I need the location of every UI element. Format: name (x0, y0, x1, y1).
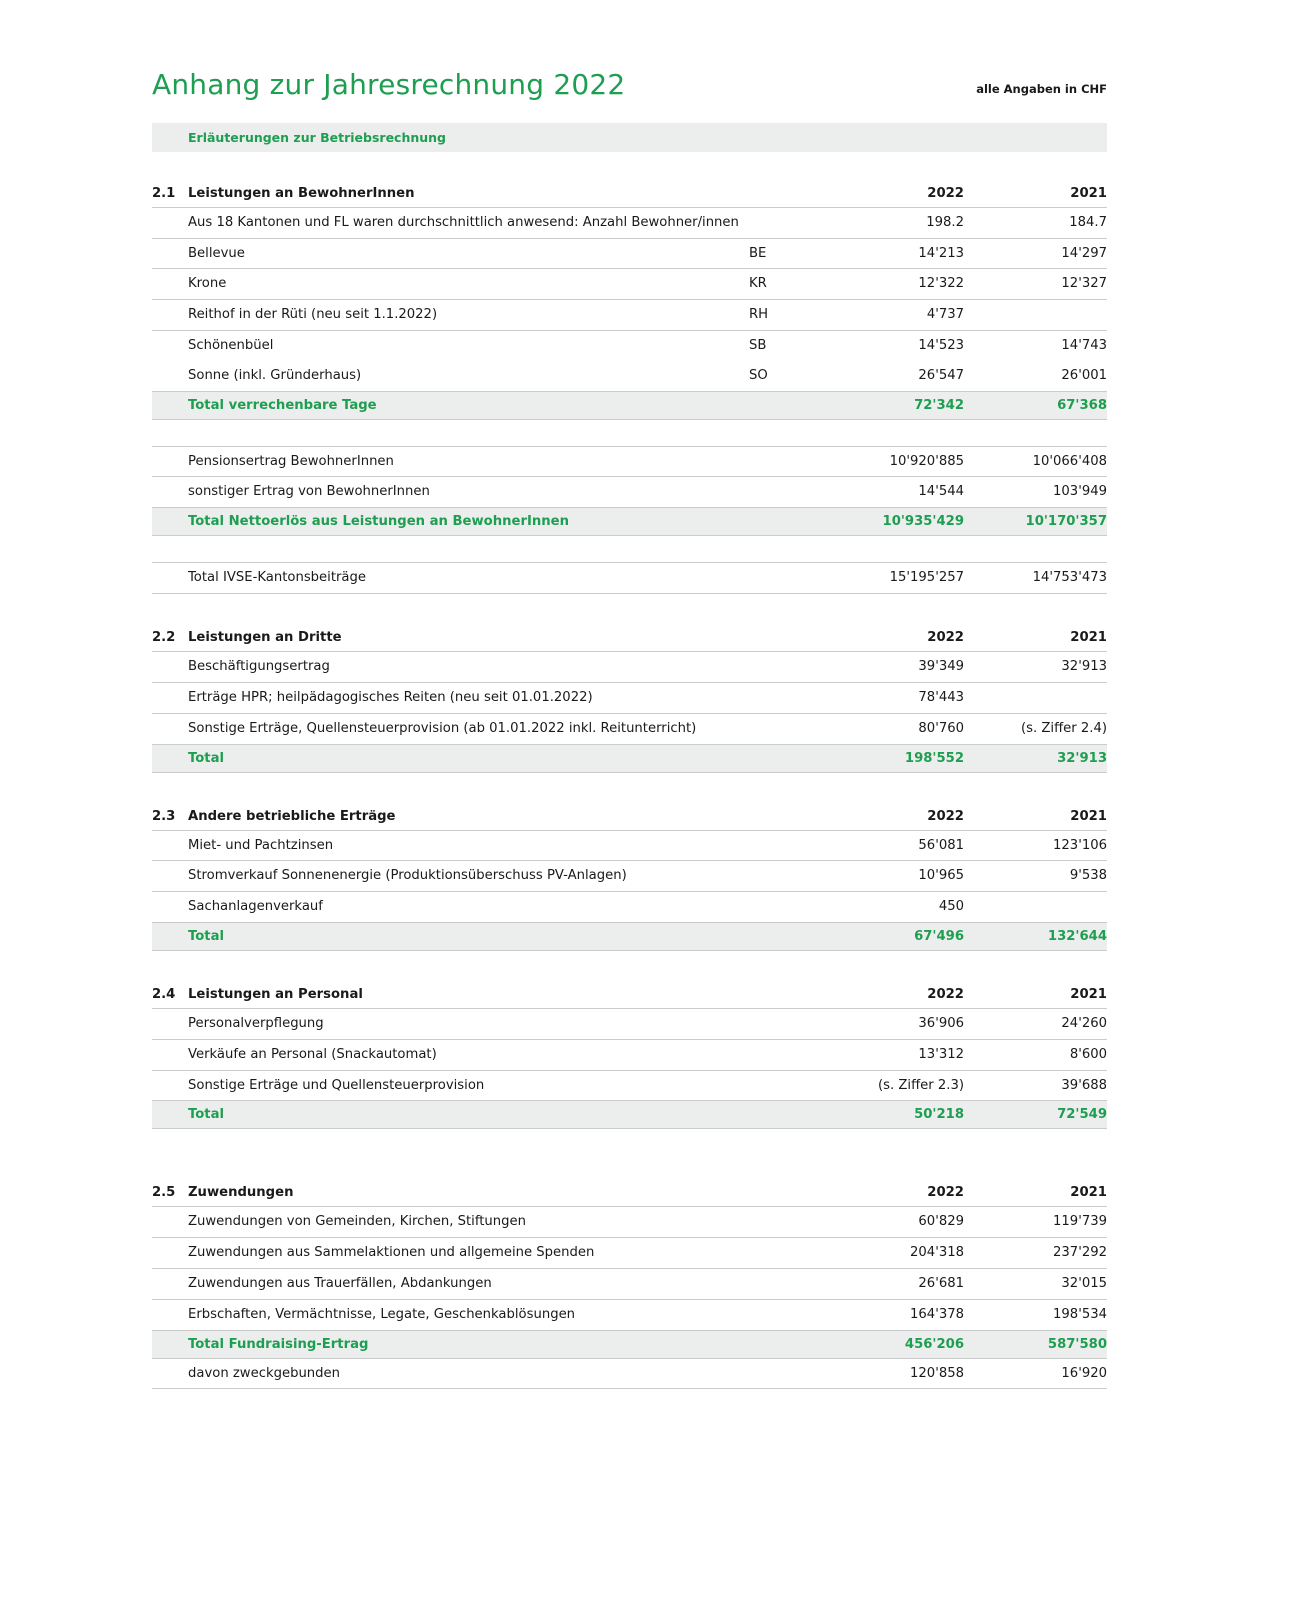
section-number: 2.5 (152, 1185, 176, 1201)
table-row (152, 207, 1107, 238)
row-code (749, 207, 824, 238)
page-title: Anhang zur Jahresrechnung 2022 (152, 68, 626, 101)
section-header-row (152, 182, 1107, 208)
code-header (749, 182, 824, 208)
table-row (152, 331, 1107, 361)
row-label: Erträge HPR; heilpädagogisches Reiten (neu seit 01.01.2022) (188, 682, 749, 713)
row-label: Sachanlagenverkauf (188, 892, 749, 923)
section-number: 2.2 (152, 630, 176, 646)
currency-note: alle Angaben in CHF (976, 81, 1107, 96)
table-row (152, 563, 1107, 594)
row-value-2022: 14'544 (824, 477, 964, 508)
section-number: 2.3 (152, 808, 176, 824)
row-label: Stromverkauf Sonnenenergie (Produktionsüberschuss PV-Anlagen) (188, 861, 749, 892)
row-value-2022: 450 (824, 892, 964, 923)
row-value-2022: 10'965 (824, 861, 964, 892)
row-value-2022: 26'547 (918, 367, 964, 383)
total-value-2022: 50'218 (824, 1101, 964, 1129)
row-code: SO (749, 367, 768, 383)
row-value-2021 (964, 300, 1107, 331)
row-label: Aus 18 Kantonen und FL waren durchschnittlich anwesend: Anzahl Bewohner/innen (188, 207, 749, 238)
row-label: Personalverpflegung (188, 1008, 749, 1039)
table-row (152, 1070, 1107, 1101)
table-row (152, 1207, 1107, 1238)
row-value-2022: 78'443 (824, 682, 964, 713)
row-label: Schönenbüel (188, 331, 749, 361)
total-row (152, 508, 1107, 536)
total-value-2021: 132'644 (964, 922, 1107, 950)
section-header-row (152, 805, 1107, 831)
total-row (152, 744, 1107, 772)
table-row (152, 1039, 1107, 1070)
year-header-2: 2021 (1070, 986, 1107, 1002)
row-label: davon zweckgebunden (188, 1358, 749, 1389)
table-section-2-2 (152, 626, 1107, 772)
row-value-2022: 26'681 (824, 1269, 964, 1300)
document-header (152, 70, 1107, 101)
row-value-2022: 56'081 (824, 830, 964, 861)
total-row (152, 922, 1107, 950)
row-label: Krone (188, 269, 749, 300)
row-value-2021: 237'292 (964, 1238, 1107, 1269)
table-row (152, 713, 1107, 744)
row-value-2021: 12'327 (964, 269, 1107, 300)
row-value-2022: 39'349 (824, 652, 964, 683)
table-row (152, 238, 1107, 269)
spacer (152, 420, 1107, 447)
row-value-2022: 10'920'885 (824, 446, 964, 477)
row-value-2022: 14'523 (824, 331, 964, 361)
year-header-1: 2022 (927, 1185, 964, 1201)
section-header-row (152, 983, 1107, 1009)
row-value-2021: 26'001 (1061, 367, 1107, 383)
row-label: Bellevue (188, 238, 749, 269)
row-value-2021: 198'534 (964, 1299, 1107, 1330)
total-value-2022: 198'552 (824, 744, 964, 772)
row-value-2022: 4'737 (824, 300, 964, 331)
row-label: sonstiger Ertrag von BewohnerInnen (188, 477, 749, 508)
row-value-2021: 14'753'473 (964, 563, 1107, 594)
section-title: Andere betriebliche Erträge (188, 808, 396, 824)
row-value-2021: 16'920 (964, 1358, 1107, 1389)
row-value-2021: 39'688 (964, 1070, 1107, 1101)
row-value-2022: 164'378 (824, 1299, 964, 1330)
total-label: Total (188, 744, 749, 772)
table-row (152, 477, 1107, 508)
row-label: Pensionsertrag BewohnerInnen (188, 446, 749, 477)
row-value-2021: 119'739 (964, 1207, 1107, 1238)
table-row (152, 861, 1107, 892)
row-value-2021: 32'913 (964, 652, 1107, 683)
row-value-2021: 14'297 (964, 238, 1107, 269)
total-row (152, 1330, 1107, 1358)
rule (152, 1389, 1107, 1390)
document-content (152, 70, 1107, 1389)
section-number: 2.4 (152, 986, 176, 1002)
section-header-row (152, 626, 1107, 652)
row-value-2021: 123'106 (964, 830, 1107, 861)
row-value-2021: 32'015 (964, 1269, 1107, 1300)
table-row (152, 269, 1107, 300)
total-value-2021: 10'170'357 (964, 508, 1107, 536)
table-row (152, 892, 1107, 923)
table-row (152, 1358, 1107, 1389)
table-row (152, 446, 1107, 477)
row-code: RH (749, 300, 824, 331)
year-header-2: 2021 (1070, 1185, 1107, 1201)
row-value-2021: 10'066'408 (964, 446, 1107, 477)
row-value-2021 (964, 682, 1107, 713)
year-header-1: 2022 (927, 986, 964, 1002)
table-row (152, 1299, 1107, 1330)
total-value-2021: 72'549 (964, 1101, 1107, 1129)
section-number: 2.1 (152, 185, 176, 201)
total-value-2021: 32'913 (964, 744, 1107, 772)
total-label: Total (188, 922, 749, 950)
year-header-1: 2022 (927, 630, 964, 646)
table-section-2-1 (152, 182, 1107, 594)
row-label: Zuwendungen von Gemeinden, Kirchen, Stiftungen (188, 1207, 749, 1238)
total-label: Total verrechenbare Tage (188, 391, 749, 419)
row-value-2021: 14'743 (964, 331, 1107, 361)
section-header-row (152, 1181, 1107, 1207)
table-row (152, 1238, 1107, 1269)
rule (152, 950, 1107, 951)
row-label: Zuwendungen aus Sammelaktionen und allgemeine Spenden (188, 1238, 749, 1269)
year-header-2: 2021 (1070, 808, 1107, 824)
row-label: Reithof in der Rüti (neu seit 1.1.2022) (188, 300, 749, 331)
section-title: Leistungen an BewohnerInnen (188, 185, 415, 201)
row-label: Beschäftigungsertrag (188, 652, 749, 683)
row-label: Sonstige Erträge und Quellensteuerprovision (188, 1070, 749, 1101)
total-label: Total Fundraising-Ertrag (188, 1330, 749, 1358)
row-value-2021: 9'538 (964, 861, 1107, 892)
table-section-2-5 (152, 1181, 1107, 1389)
table-row (152, 361, 1107, 391)
total-value-2021: 587'580 (964, 1330, 1107, 1358)
row-value-2021: 103'949 (964, 477, 1107, 508)
row-label: Sonstige Erträge, Quellensteuerprovision (ab 01.01.2022 inkl. Reitunterricht) (188, 713, 749, 744)
row-code: KR (749, 269, 824, 300)
row-value-2022: 204'318 (824, 1238, 964, 1269)
row-value-2022: 60'829 (824, 1207, 964, 1238)
total-value-2021: 67'368 (964, 391, 1107, 419)
row-label: Miet- und Pachtzinsen (188, 830, 749, 861)
row-value-2022: 36'906 (824, 1008, 964, 1039)
row-value-2022: (s. Ziffer 2.3) (824, 1070, 964, 1101)
total-value-2022: 456'206 (824, 1330, 964, 1358)
total-label: Total Nettoerlös aus Leistungen an BewohnerInnen (188, 508, 749, 536)
row-value-2021 (964, 892, 1107, 923)
row-code: SB (749, 331, 824, 361)
year-header-1: 2022 (927, 185, 964, 201)
table-section-2-4 (152, 983, 1107, 1129)
total-label: Total (188, 1101, 749, 1129)
row-value-2022: 80'760 (824, 713, 964, 744)
row-value-2022: 120'858 (824, 1358, 964, 1389)
table-row (152, 300, 1107, 331)
row-value-2022: 15'195'257 (824, 563, 964, 594)
row-value-2021: 184.7 (964, 207, 1107, 238)
section-title: Leistungen an Dritte (188, 630, 342, 646)
year-header-2: 2021 (1070, 630, 1107, 646)
total-row (152, 391, 1107, 419)
rule (152, 1129, 1107, 1130)
row-label: Erbschaften, Vermächtnisse, Legate, Geschenkablösungen (188, 1299, 749, 1330)
table-row (152, 1008, 1107, 1039)
table-section-2-3 (152, 805, 1107, 951)
table-row (152, 830, 1107, 861)
rule (152, 594, 1107, 595)
table-row (152, 1269, 1107, 1300)
row-label: Verkäufe an Personal (Snackautomat) (188, 1039, 749, 1070)
row-value-2021: 8'600 (964, 1039, 1107, 1070)
year-header-2: 2021 (1070, 185, 1107, 201)
row-label: Sonne (inkl. Gründerhaus) (188, 367, 362, 383)
total-row (152, 1101, 1107, 1129)
row-value-2022: 13'312 (824, 1039, 964, 1070)
row-label: Zuwendungen aus Trauerfällen, Abdankungen (188, 1269, 749, 1300)
row-value-2021: 24'260 (964, 1008, 1107, 1039)
row-label: Total IVSE-Kantonsbeiträge (188, 563, 749, 594)
row-value-2022: 12'322 (824, 269, 964, 300)
row-value-2022: 198.2 (824, 207, 964, 238)
section-title: Leistungen an Personal (188, 986, 363, 1002)
spacer (152, 536, 1107, 563)
row-code: BE (749, 238, 824, 269)
row-value-2022: 14'213 (824, 238, 964, 269)
section-title: Zuwendungen (188, 1185, 294, 1201)
table-row (152, 652, 1107, 683)
rule (152, 772, 1107, 773)
section-banner: Erläuterungen zur Betriebsrechnung (152, 123, 1107, 152)
total-value-2022: 67'496 (824, 922, 964, 950)
total-value-2022: 72'342 (824, 391, 964, 419)
year-header-1: 2022 (927, 808, 964, 824)
row-value-2021: (s. Ziffer 2.4) (964, 713, 1107, 744)
table-row (152, 682, 1107, 713)
total-value-2022: 10'935'429 (824, 508, 964, 536)
